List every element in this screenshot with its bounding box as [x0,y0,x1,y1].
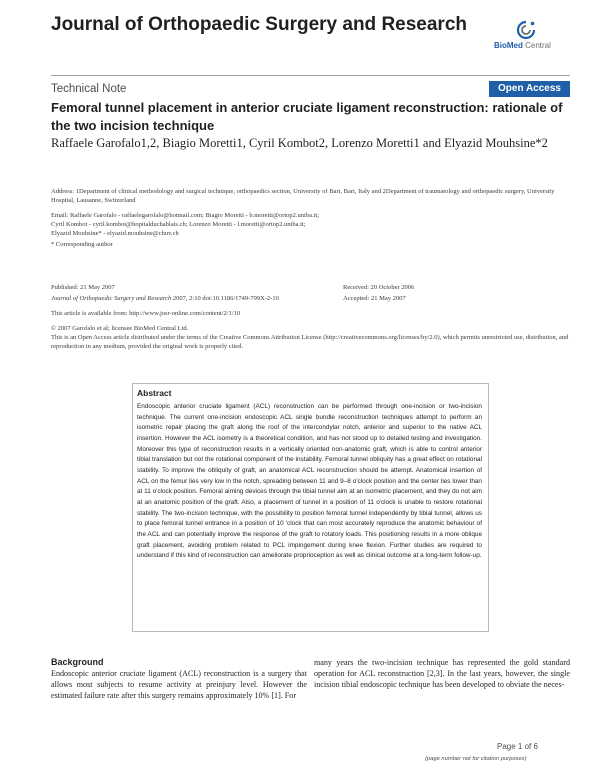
biomed-central-logo [494,20,564,52]
page-number: Page 1 of 6 [497,742,538,751]
biomed-central-logo-icon [516,20,536,40]
logo-text-biomed: BioMed [494,41,523,50]
history-dates [343,282,414,304]
email-line: Elyazid Mouhsine* - elyazid.mouhsine@chuv.ch [51,229,179,237]
abstract-heading: Abstract [137,388,172,398]
license-text: This is an Open Access article distributed under the terms of the Creative Commons Attribution License (http://creativecommons.org/licenses/by/2.0), which permits unrestricted use, distribution, and reproduction in any medium, provided the original work is properly cited. [51,333,569,350]
page-number-note: (page number not for citation purposes) [425,756,527,762]
header-rule [51,75,570,76]
citation-details: 2007, 2:10 doi:10.1186/1749-799X-2-10 [171,295,279,302]
body-column-left: Endoscopic anterior cruciate ligament (ACL) reconstruction is a surgery that allows most subjects to resume activity at preinjury level. However the estimated failure rate after this surgery remains approximately 10% [1]. For [51,669,307,700]
author-emails [51,212,471,238]
publication-info [51,282,279,304]
published-date: Published: 21 May 2007 [51,284,115,291]
open-access-badge: Open Access [489,81,570,97]
author-address: Address: 1Department of clinical methodology and surgical technique, orthopaedics section, University of Bari, Bari, Italy and 2Department of traumatology and orthopaedic surgery, University Hospital, Lausanne, Switzerland [51,188,555,204]
article-availability: This article is available from: http://www.josr-online.com/content/2/1/10 [51,310,241,317]
journal-title: Journal of Orthopaedic Surgery and Research [51,14,467,35]
logo-text-central: Central [522,41,551,50]
citation-journal: Journal of Orthopaedic Surgery and Research [51,295,172,302]
article-type: Technical Note [51,83,127,95]
received-date: Received: 20 October 2006 [343,284,415,291]
author-list [51,134,571,153]
body-column-right: many years the two-incision technique has represented the gold standard operation for ACL reconstruction [2,3]. In the last years, however, the single incision tibial endoscopic technique has been developed to obviate the neces- [314,658,570,689]
abstract-text: Endoscopic anterior cruciate ligament (ACL) reconstruction can be performed through one-incision or two-incision technique. The current one-incision endoscopic ACL single bundle reconstruction techniques attempt to perform an isometric repair placing the graft along the roof of the intercondylar notch, anterior and superior to the native ACL insertion. However the ACL isometry is a theoretical condition, and has not stood up to detailed testing and investigation. Moreover this type of reconstruction results in a vertically oriented non-anatomic graft, which is able to control anterior tibial translation but not the rotational component of the instability. Femoral tunnel obliquity has a great effect on rotational stability. To improve the obliquity of graft, an anatomical ACL reconstruction should be attempt. Anatomical insertion of ACL on the femur lies very low in the notch, spreading between 11 and 9–8 o'clock position and the center lies lower than at 11 o'clock position. Femoral aiming devices through the tibial tunnel aim at an isometric placement, and they do not aim at an anatomic position of the graft. Also, a placement of tunnel in a position of 11 o'clock is unable to restore rotational stability. The two-incision technique, with the possibility to position femoral tunnel independently by tibial tunnel, allows us to place femoral tunnel entrance in a position of 10 'clock that can most accurately reproduce the anatomic behaviour of the ACL and can potentially improve the response of the graft to rotatory loads. This positioning results in a more oblique graft placement, avoiding problem related to PCL impingement during knee flexion. Further studies are required to understand if this kind of reconstruction can ameliorate proprioception as well as clinical outcome at a long-term follow-up. [137,403,482,560]
article-title: Femoral tunnel placement in anterior cruciate ligament reconstruction: rationale of the two incision technique [51,100,563,133]
corresponding-author-note: * Corresponding author [51,241,113,248]
copyright-line: © 2007 Garofalo et al; licensee BioMed Central Ltd. [51,325,189,332]
authors-text: Raffaele Garofalo1,2, Biagio Moretti1, Cyril Kombot2, Lorenzo Moretti1 and Elyazid Mouhsine*2 [51,136,548,150]
background-heading: Background [51,657,104,667]
license-block [51,325,571,351]
accepted-date: Accepted: 21 May 2007 [343,295,406,302]
email-line: Cyril Kombot - cyril.kombot@hopitalduchablais.ch; Lorenzo Moretti - l.moretti@ortop2.uniba.it; [51,220,306,228]
email-line: Email: Raffaele Garofalo - raffaelegarofalo@hotmail.com; Biagio Moretti - b.moretti@ortop2.uniba.it; [51,212,320,219]
citation [51,293,279,304]
